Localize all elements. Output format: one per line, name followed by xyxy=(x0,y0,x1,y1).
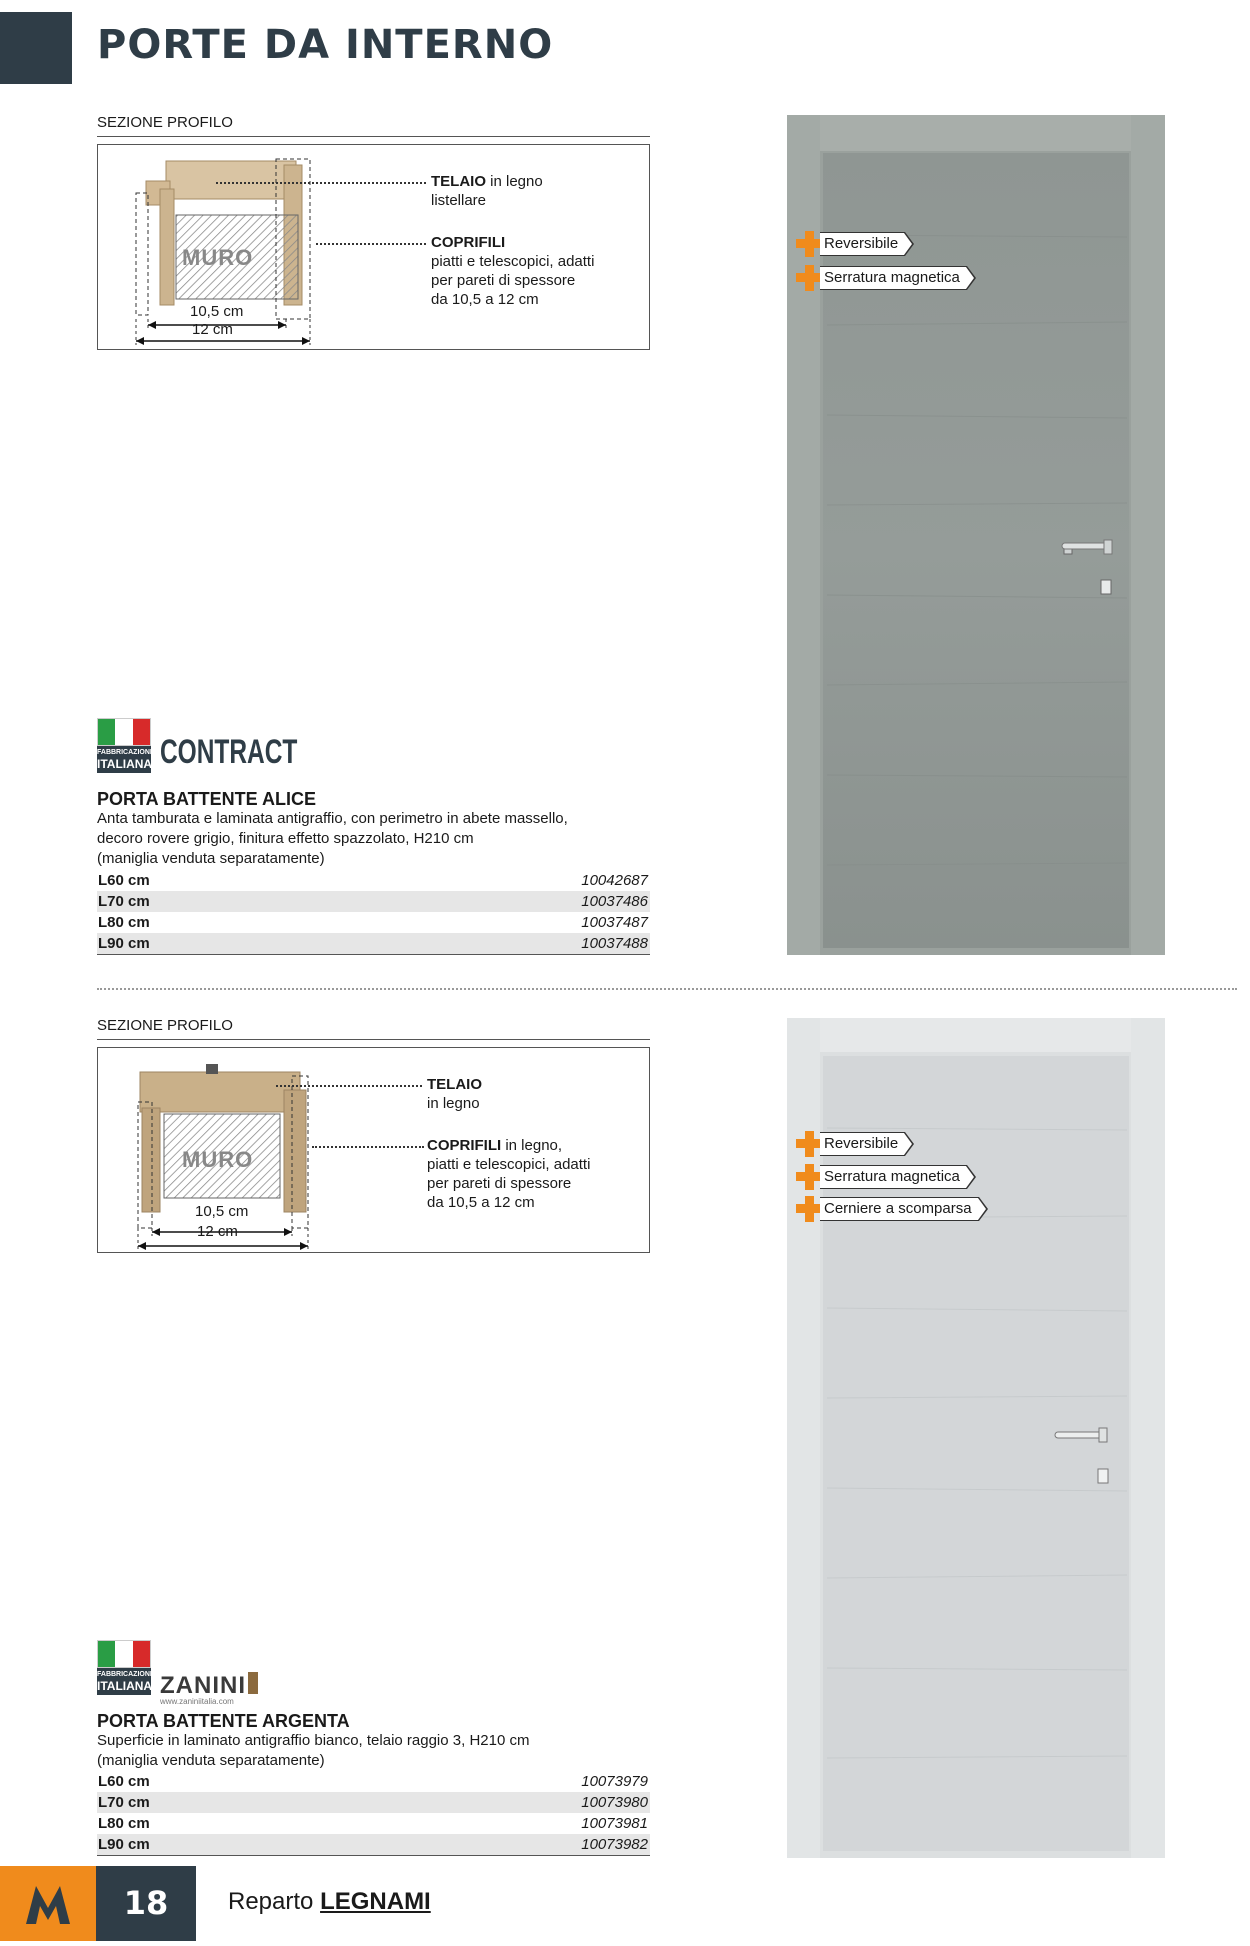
brand-logo-contract: CONTRACT xyxy=(160,733,298,771)
page-title: PORTE DA INTERNO xyxy=(97,22,554,68)
table-row: L70 cm 10037486 xyxy=(98,893,648,910)
section-divider xyxy=(97,988,1237,990)
telaio-leader-line xyxy=(216,182,426,184)
section-label: SEZIONE PROFILO xyxy=(97,114,233,131)
brand-website: www.zaniniitalia.com xyxy=(160,1697,234,1706)
feature-badge: Reversibile xyxy=(796,231,914,257)
wall-label: MURO xyxy=(182,1147,254,1172)
feature-badge: Serratura magnetica xyxy=(796,265,976,291)
wall-label: MURO xyxy=(182,245,254,270)
table-row: L70 cm 10073980 xyxy=(98,1794,648,1811)
plus-icon xyxy=(796,1164,822,1190)
feature-badge: Serratura magnetica xyxy=(796,1164,976,1190)
telaio-note: TELAIO in legno listellare xyxy=(431,173,543,209)
table-row: L60 cm 10042687 xyxy=(98,872,648,889)
dimension-outer: 12 cm xyxy=(192,321,233,338)
coprifili-note: COPRIFILI piatti e telescopici, adatti per pareti di spessore da 10,5 a 12 cm xyxy=(431,234,595,308)
section-rule xyxy=(97,1039,650,1040)
section-rule xyxy=(97,136,650,137)
profile-diagram xyxy=(97,144,650,350)
size-table xyxy=(97,870,650,955)
page-number: 18 xyxy=(96,1866,196,1941)
plus-icon xyxy=(796,231,822,257)
coprifili-leader-line xyxy=(312,1146,424,1148)
made-in-italy-logo: FABBRICAZIONE ITALIANA xyxy=(97,1640,151,1700)
header-color-block xyxy=(0,12,72,84)
zanini-mark-icon xyxy=(248,1672,258,1694)
plus-icon xyxy=(796,1131,822,1157)
table-row: L60 cm 10073979 xyxy=(98,1773,648,1790)
table-row: L80 cm 10037487 xyxy=(98,914,648,931)
department-label: Reparto LEGNAMI xyxy=(228,1888,431,1915)
product-description: Anta tamburata e laminata antigraffio, con perimetro in abete massello, decoro rovere grigio, finitura effetto spazzolato, H210 cm (maniglia venduta separatamente) xyxy=(97,810,568,867)
plus-icon xyxy=(796,1196,822,1222)
store-logo xyxy=(0,1866,96,1941)
coprifili-leader-line xyxy=(316,243,426,245)
size-table xyxy=(97,1771,650,1856)
section-label: SEZIONE PROFILO xyxy=(97,1017,233,1034)
product-title: PORTA BATTENTE ARGENTA xyxy=(97,1711,350,1731)
table-row: L80 cm 10073981 xyxy=(98,1815,648,1832)
product-title: PORTA BATTENTE ALICE xyxy=(97,789,316,809)
telaio-note: TELAIO in legno xyxy=(427,1076,482,1112)
brand-logo-zanini: ZANINI xyxy=(160,1672,246,1699)
feature-badge: Cerniere a scomparsa xyxy=(796,1196,988,1222)
m-logo-icon xyxy=(0,1866,96,1941)
table-row: L90 cm 10037488 xyxy=(98,935,648,952)
made-in-italy-logo: FABBRICAZIONE ITALIANA xyxy=(97,718,151,778)
product-description: Superficie in laminato antigraffio bianco, telaio raggio 3, H210 cm (maniglia venduta separatamente) xyxy=(97,1732,530,1769)
feature-badge: Reversibile xyxy=(796,1131,914,1157)
dimension-inner: 10,5 cm xyxy=(195,1203,249,1220)
dimension-inner: 10,5 cm xyxy=(190,303,244,320)
plus-icon xyxy=(796,265,822,291)
dimension-outer: 12 cm xyxy=(197,1223,238,1240)
profile-diagram xyxy=(97,1047,650,1253)
table-row: L90 cm 10073982 xyxy=(98,1836,648,1853)
coprifili-note: COPRIFILI in legno, piatti e telescopici, adatti per pareti di spessore da 10,5 a 12 cm xyxy=(427,1137,591,1211)
telaio-leader-line xyxy=(276,1085,422,1087)
